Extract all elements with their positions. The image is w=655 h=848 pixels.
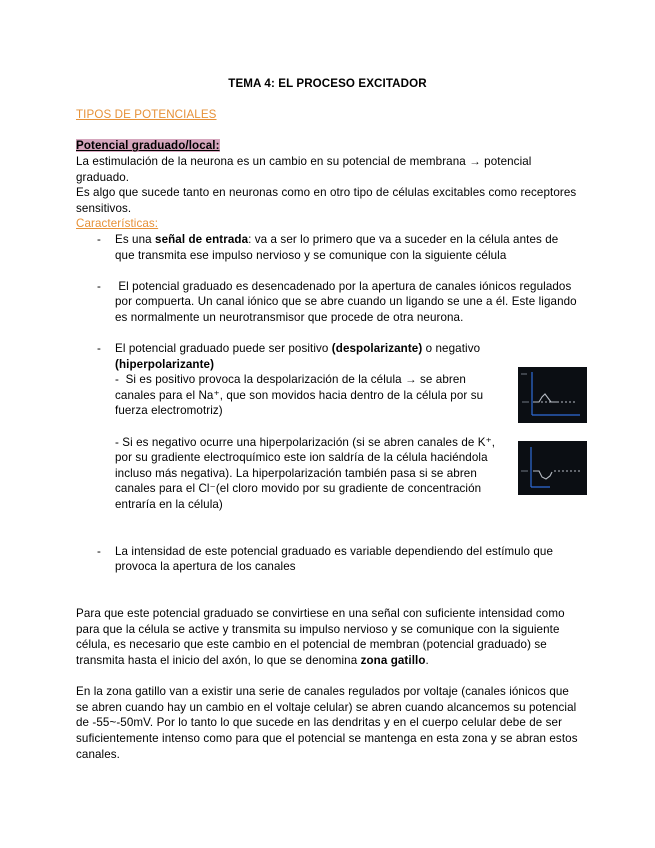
subheading-highlighted: Potencial graduado/local: bbox=[76, 139, 220, 153]
text-segment: o negativo bbox=[422, 342, 481, 356]
intro-line: Es algo que sucede tanto en neuronas como en otro tipo de células excitables como receptores bbox=[76, 186, 577, 200]
characteristics-label: Características: bbox=[76, 217, 159, 231]
intro-line: graduado. bbox=[76, 170, 130, 184]
paragraph-line: célula, es necesario que este cambio en el potencial de membran (potencial graduado) se bbox=[76, 638, 547, 652]
text-segment: Es una bbox=[115, 232, 156, 246]
intro-line: La estimulación de la neurona es un cambio en su potencial de membrana → potencial bbox=[76, 154, 532, 168]
hyperpolarization-graph-svg bbox=[518, 441, 587, 495]
blank-line bbox=[76, 263, 596, 279]
bold-term: zona gatillo bbox=[360, 653, 426, 667]
positive-case-line: - Si es positivo provoca la despolarización de la célula → se abren bbox=[115, 373, 466, 387]
paragraph bbox=[76, 684, 596, 762]
negative-case-line: por su gradiente electroquímico este ion saldría de la célula haciéndola bbox=[115, 451, 488, 465]
bullet-marker: - bbox=[97, 232, 101, 246]
paragraph-line: En la zona gatillo van a existir una serie de canales regulados por voltaje (canales iónicos que bbox=[76, 685, 569, 699]
bullet-item bbox=[76, 232, 596, 263]
intro-line: sensitivos. bbox=[76, 201, 132, 215]
bullet-line: provoca la apertura de los canales bbox=[115, 560, 296, 574]
depolarization-graph-svg bbox=[518, 367, 587, 423]
negative-case-line: incluso más negativa). La hiperpolarización también pasa si se abren bbox=[115, 466, 477, 480]
depolarization-graph-image bbox=[518, 367, 587, 423]
bullet-line: La intensidad de este potencial graduado es variable dependiendo del estímulo que bbox=[115, 544, 554, 558]
text-segment: El potencial graduado puede ser positivo bbox=[115, 342, 332, 356]
characteristics-line bbox=[76, 216, 596, 232]
bold-term: (hiperpolarizante) bbox=[115, 357, 215, 371]
blank-line bbox=[76, 326, 596, 342]
blank-line bbox=[76, 669, 596, 685]
paragraph-line: Para que este potencial graduado se convirtiese en una señal con suficiente intensidad como bbox=[76, 607, 565, 621]
positive-case-line: canales para el Na⁺, que son movidos hacia dentro de la célula por su bbox=[115, 388, 484, 402]
negative-case-line: canales para el Cl⁻(el cloro movido por su gradiente de concentración bbox=[115, 482, 482, 496]
paragraph-line: para que la célula se active y transmita su impulso nervioso y se comunique con la siguiente bbox=[76, 622, 560, 636]
text-segment: transmita hasta el inicio del axón, lo que se denomina bbox=[76, 653, 361, 667]
bullet-marker: - bbox=[97, 342, 101, 356]
paragraph-line: canales. bbox=[76, 747, 120, 761]
blank-line bbox=[76, 123, 596, 139]
bullet-line: El potencial graduado es desencadenado por la apertura de canales iónicos regulados bbox=[115, 279, 572, 293]
paragraph-line bbox=[76, 653, 596, 669]
document-title: TEMA 4: EL PROCESO EXCITADOR bbox=[228, 77, 427, 90]
bullet-line: es normalmente un neurotransmisor que procede de otra neurona. bbox=[115, 310, 464, 324]
bullet-line: que transmita ese impulso nervioso y se comunique con la siguiente célula bbox=[115, 248, 507, 262]
paragraph-line: suficientemente intenso como para que el potencial se mantenga en esta zona y se abran estos bbox=[76, 731, 578, 745]
subheading-line bbox=[76, 138, 596, 154]
bullet-line bbox=[115, 341, 596, 357]
bullet-line: por compuerta. Un canal iónico que se abre cuando un ligando se une a él. Este ligando bbox=[115, 295, 577, 309]
positive-case-line: fuerza electromotriz) bbox=[115, 404, 223, 418]
paragraph-line: se abren cuando hay un cambio en el voltaje celular) se abren cuando alcancemos su potencial bbox=[76, 700, 577, 714]
bullet-line bbox=[115, 232, 596, 248]
bullet-item bbox=[76, 544, 596, 575]
figure-background bbox=[518, 441, 587, 495]
paragraph-line: de -55~-50mV. Por lo tanto lo que sucede en las dendritas y en el cuerpo celular debe de ser bbox=[76, 716, 563, 730]
negative-case-line: - Si es negativo ocurre una hiperpolarización (si se abren canales de K⁺, bbox=[115, 435, 496, 449]
blank-line bbox=[76, 92, 596, 108]
bullet-marker: - bbox=[97, 544, 101, 558]
hyperpolarization-graph-image bbox=[518, 441, 587, 495]
paragraph bbox=[76, 606, 596, 668]
section-heading-line bbox=[76, 107, 596, 123]
text-segment: : va a ser lo primero que va a suceder en la célula antes de bbox=[248, 232, 559, 246]
bold-term: (despolarizante) bbox=[331, 342, 423, 356]
blank-lines bbox=[76, 513, 596, 544]
text-segment: . bbox=[425, 653, 429, 667]
section-heading: TIPOS DE POTENCIALES bbox=[76, 108, 217, 122]
negative-case-line: entraría en la célula) bbox=[115, 498, 223, 512]
bullet-item bbox=[76, 279, 596, 326]
blank-lines bbox=[76, 575, 596, 606]
bold-term: señal de entrada bbox=[155, 232, 249, 246]
bullet-marker: - bbox=[97, 279, 101, 293]
